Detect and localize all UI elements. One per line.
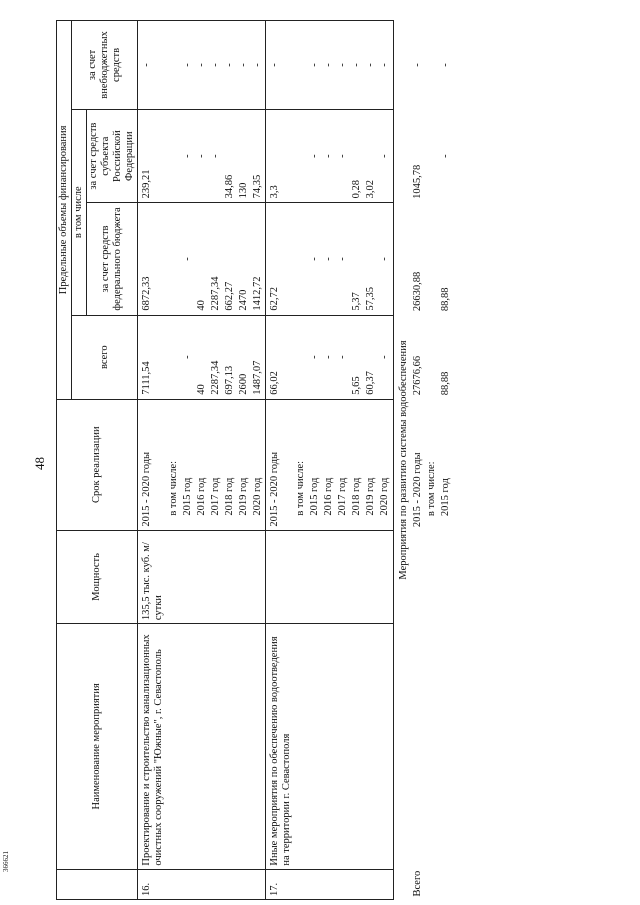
row-total: - bbox=[322, 315, 336, 399]
row-reg: 239,21 bbox=[138, 109, 167, 203]
header-fed: за счет средств федерального бюджета bbox=[87, 203, 138, 315]
total-row bbox=[439, 21, 453, 900]
row-num: 17. bbox=[265, 869, 294, 899]
row-fed: 2287,34 bbox=[209, 203, 223, 315]
total-row bbox=[411, 21, 425, 900]
total-extra bbox=[425, 21, 439, 110]
row-fed: 5,37 bbox=[350, 203, 364, 315]
row-power bbox=[195, 530, 209, 624]
section-row bbox=[393, 21, 411, 900]
row-name bbox=[181, 624, 195, 869]
row-total: - bbox=[308, 315, 322, 399]
row-term: 2016 год bbox=[195, 399, 209, 530]
row-name: Проектирование и строительство канализационных очистных сооружений "Южные", г. Севастополь bbox=[138, 624, 167, 869]
row-extra bbox=[294, 21, 308, 110]
row-name bbox=[237, 624, 251, 869]
row-reg: 34,86 bbox=[223, 109, 237, 203]
row-term: 2016 год bbox=[322, 399, 336, 530]
row-extra: - bbox=[336, 21, 350, 110]
row-extra: - bbox=[223, 21, 237, 110]
total-label bbox=[439, 530, 453, 899]
header-num bbox=[57, 869, 138, 899]
row-name bbox=[167, 624, 181, 869]
row-total: 66,02 bbox=[265, 315, 294, 399]
row-fed bbox=[294, 203, 308, 315]
row-reg: 0,28 bbox=[350, 109, 364, 203]
row-extra: - bbox=[181, 21, 195, 110]
total-fed bbox=[425, 203, 439, 315]
row-total: - bbox=[336, 315, 350, 399]
row-num bbox=[364, 869, 378, 899]
row-num bbox=[237, 869, 251, 899]
header-group: Предельные объемы финансирования bbox=[57, 21, 72, 400]
row-name bbox=[223, 624, 237, 869]
table-header bbox=[57, 21, 138, 900]
total-sum: 27676,66 bbox=[411, 355, 423, 396]
row-total: 40 bbox=[195, 315, 209, 399]
table-row bbox=[195, 21, 209, 900]
table-row bbox=[265, 21, 294, 900]
row-num bbox=[195, 869, 209, 899]
row-num bbox=[336, 869, 350, 899]
row-name bbox=[322, 624, 336, 869]
row-total: - bbox=[378, 315, 393, 399]
table-row bbox=[237, 21, 251, 900]
table-row bbox=[322, 21, 336, 900]
row-power bbox=[167, 530, 181, 624]
row-fed: - bbox=[378, 203, 393, 315]
financing-table bbox=[56, 20, 453, 900]
row-num bbox=[167, 869, 181, 899]
total-sum bbox=[425, 315, 439, 399]
row-power bbox=[336, 530, 350, 624]
row-power bbox=[265, 530, 294, 624]
row-extra: - bbox=[209, 21, 223, 110]
row-fed: 2470 bbox=[237, 203, 251, 315]
total-label bbox=[425, 530, 439, 899]
total-fed: 88,88 bbox=[439, 287, 451, 312]
row-reg: - bbox=[336, 109, 350, 203]
row-total: 60,37 bbox=[364, 315, 378, 399]
row-fed: 40 bbox=[195, 203, 209, 315]
row-reg bbox=[294, 109, 308, 203]
row-name bbox=[195, 624, 209, 869]
row-name bbox=[350, 624, 364, 869]
row-term: 2019 год bbox=[237, 399, 251, 530]
rotated-table-sheet bbox=[30, 20, 590, 900]
row-fed: - bbox=[336, 203, 350, 315]
row-num: 16. bbox=[138, 869, 167, 899]
row-term: в том числе: bbox=[294, 399, 308, 530]
row-extra: - bbox=[350, 21, 364, 110]
row-num bbox=[350, 869, 364, 899]
row-reg: - bbox=[195, 109, 209, 203]
row-power bbox=[364, 530, 378, 624]
row-total: 1487,07 bbox=[251, 315, 266, 399]
row-term: в том числе: bbox=[167, 399, 181, 530]
row-term: 2015 год bbox=[181, 399, 195, 530]
row-num bbox=[322, 869, 336, 899]
table-row bbox=[251, 21, 266, 900]
row-term: 2017 год bbox=[209, 399, 223, 530]
row-term: 2017 год bbox=[336, 399, 350, 530]
row-fed: 662,27 bbox=[223, 203, 237, 315]
row-fed bbox=[167, 203, 181, 315]
table-row bbox=[223, 21, 237, 900]
row-power bbox=[251, 530, 266, 624]
row-reg: - bbox=[378, 109, 393, 203]
row-reg: 74,35 bbox=[251, 109, 266, 203]
header-reg: за счет средств субъекта Российской Федерации bbox=[87, 109, 138, 203]
row-reg: 130 bbox=[237, 109, 251, 203]
row-num bbox=[308, 869, 322, 899]
row-reg bbox=[167, 109, 181, 203]
row-total bbox=[294, 315, 308, 399]
table-body bbox=[138, 21, 453, 900]
row-term: 2019 год bbox=[364, 399, 378, 530]
row-total: 697,13 bbox=[223, 315, 237, 399]
row-extra bbox=[167, 21, 181, 110]
document-code: 366621 bbox=[2, 851, 10, 872]
row-reg: - bbox=[209, 109, 223, 203]
total-row bbox=[425, 21, 439, 900]
row-extra: - bbox=[237, 21, 251, 110]
table-row bbox=[308, 21, 322, 900]
row-total bbox=[167, 315, 181, 399]
row-term: 2015 - 2020 годы bbox=[265, 399, 294, 530]
row-power: 135,5 тыс. куб. м/сутки bbox=[138, 530, 167, 624]
row-name bbox=[294, 624, 308, 869]
row-power bbox=[294, 530, 308, 624]
total-fed: 26630,88 bbox=[411, 271, 423, 312]
table-row bbox=[209, 21, 223, 900]
row-power bbox=[308, 530, 322, 624]
row-extra: - bbox=[265, 21, 294, 110]
row-fed: - bbox=[181, 203, 195, 315]
row-term: 2020 год bbox=[378, 399, 393, 530]
row-name bbox=[308, 624, 322, 869]
header-subgroup: в том числе bbox=[72, 109, 87, 315]
row-reg: 3,02 bbox=[364, 109, 378, 203]
row-total: - bbox=[181, 315, 195, 399]
total-extra: - bbox=[439, 63, 451, 67]
row-extra: - bbox=[251, 21, 266, 110]
row-name bbox=[251, 624, 266, 869]
row-reg: - bbox=[181, 109, 195, 203]
total-label: Всего bbox=[411, 870, 423, 897]
row-name bbox=[209, 624, 223, 869]
row-extra: - bbox=[322, 21, 336, 110]
row-term: 2018 год bbox=[223, 399, 237, 530]
total-reg bbox=[425, 109, 439, 203]
total-sum: 88,88 bbox=[439, 371, 451, 396]
row-num bbox=[223, 869, 237, 899]
header-extra: за счет внебюджетных средств bbox=[72, 21, 138, 110]
header-power: Мощность bbox=[57, 530, 138, 624]
row-extra: - bbox=[308, 21, 322, 110]
total-term: 2015 - 2020 годы bbox=[411, 452, 423, 528]
total-extra: - bbox=[411, 63, 423, 67]
row-fed: 62,72 bbox=[265, 203, 294, 315]
row-num bbox=[181, 869, 195, 899]
row-power bbox=[378, 530, 393, 624]
row-extra: - bbox=[138, 21, 167, 110]
row-fed: 6872,33 bbox=[138, 203, 167, 315]
row-power bbox=[350, 530, 364, 624]
row-term: 2015 год bbox=[308, 399, 322, 530]
header-name: Наименование мероприятия bbox=[57, 624, 138, 869]
row-power bbox=[223, 530, 237, 624]
total-reg: 1045,78 bbox=[411, 164, 423, 199]
table-row bbox=[364, 21, 378, 900]
row-num bbox=[294, 869, 308, 899]
table-row bbox=[181, 21, 195, 900]
row-extra: - bbox=[195, 21, 209, 110]
row-reg: - bbox=[308, 109, 322, 203]
row-name bbox=[364, 624, 378, 869]
row-extra: - bbox=[364, 21, 378, 110]
row-fed: 57,35 bbox=[364, 203, 378, 315]
row-term: 2018 год bbox=[350, 399, 364, 530]
table-row bbox=[294, 21, 308, 900]
row-total: 7111,54 bbox=[138, 315, 167, 399]
header-term: Срок реализации bbox=[57, 399, 138, 530]
total-term: в том числе: bbox=[425, 461, 437, 517]
table-row bbox=[138, 21, 167, 900]
row-name bbox=[336, 624, 350, 869]
total-term: 2015 год bbox=[439, 478, 451, 517]
row-reg: 3,3 bbox=[265, 109, 294, 203]
table-row bbox=[167, 21, 181, 900]
row-total: 2600 bbox=[237, 315, 251, 399]
row-num bbox=[251, 869, 266, 899]
row-name bbox=[378, 624, 393, 869]
section-title: Мероприятия по развитию системы водообеспечения bbox=[393, 21, 411, 900]
header-total: всего bbox=[72, 315, 138, 399]
row-extra: - bbox=[378, 21, 393, 110]
table-row bbox=[378, 21, 393, 900]
row-fed: - bbox=[322, 203, 336, 315]
row-power bbox=[322, 530, 336, 624]
row-num bbox=[378, 869, 393, 899]
row-total: 2287,34 bbox=[209, 315, 223, 399]
row-fed: 1412,72 bbox=[251, 203, 266, 315]
row-power bbox=[209, 530, 223, 624]
total-reg: - bbox=[439, 154, 451, 158]
row-power bbox=[181, 530, 195, 624]
page-number: 48 bbox=[32, 457, 47, 470]
table-row bbox=[336, 21, 350, 900]
row-total: 5,65 bbox=[350, 315, 364, 399]
row-name: Иные мероприятия по обеспечению водоотведения на территории г. Севастополя bbox=[265, 624, 294, 869]
row-num bbox=[209, 869, 223, 899]
row-reg: - bbox=[322, 109, 336, 203]
row-power bbox=[237, 530, 251, 624]
table-row bbox=[350, 21, 364, 900]
row-term: 2020 год bbox=[251, 399, 266, 530]
row-term: 2015 - 2020 годы bbox=[138, 399, 167, 530]
row-fed: - bbox=[308, 203, 322, 315]
